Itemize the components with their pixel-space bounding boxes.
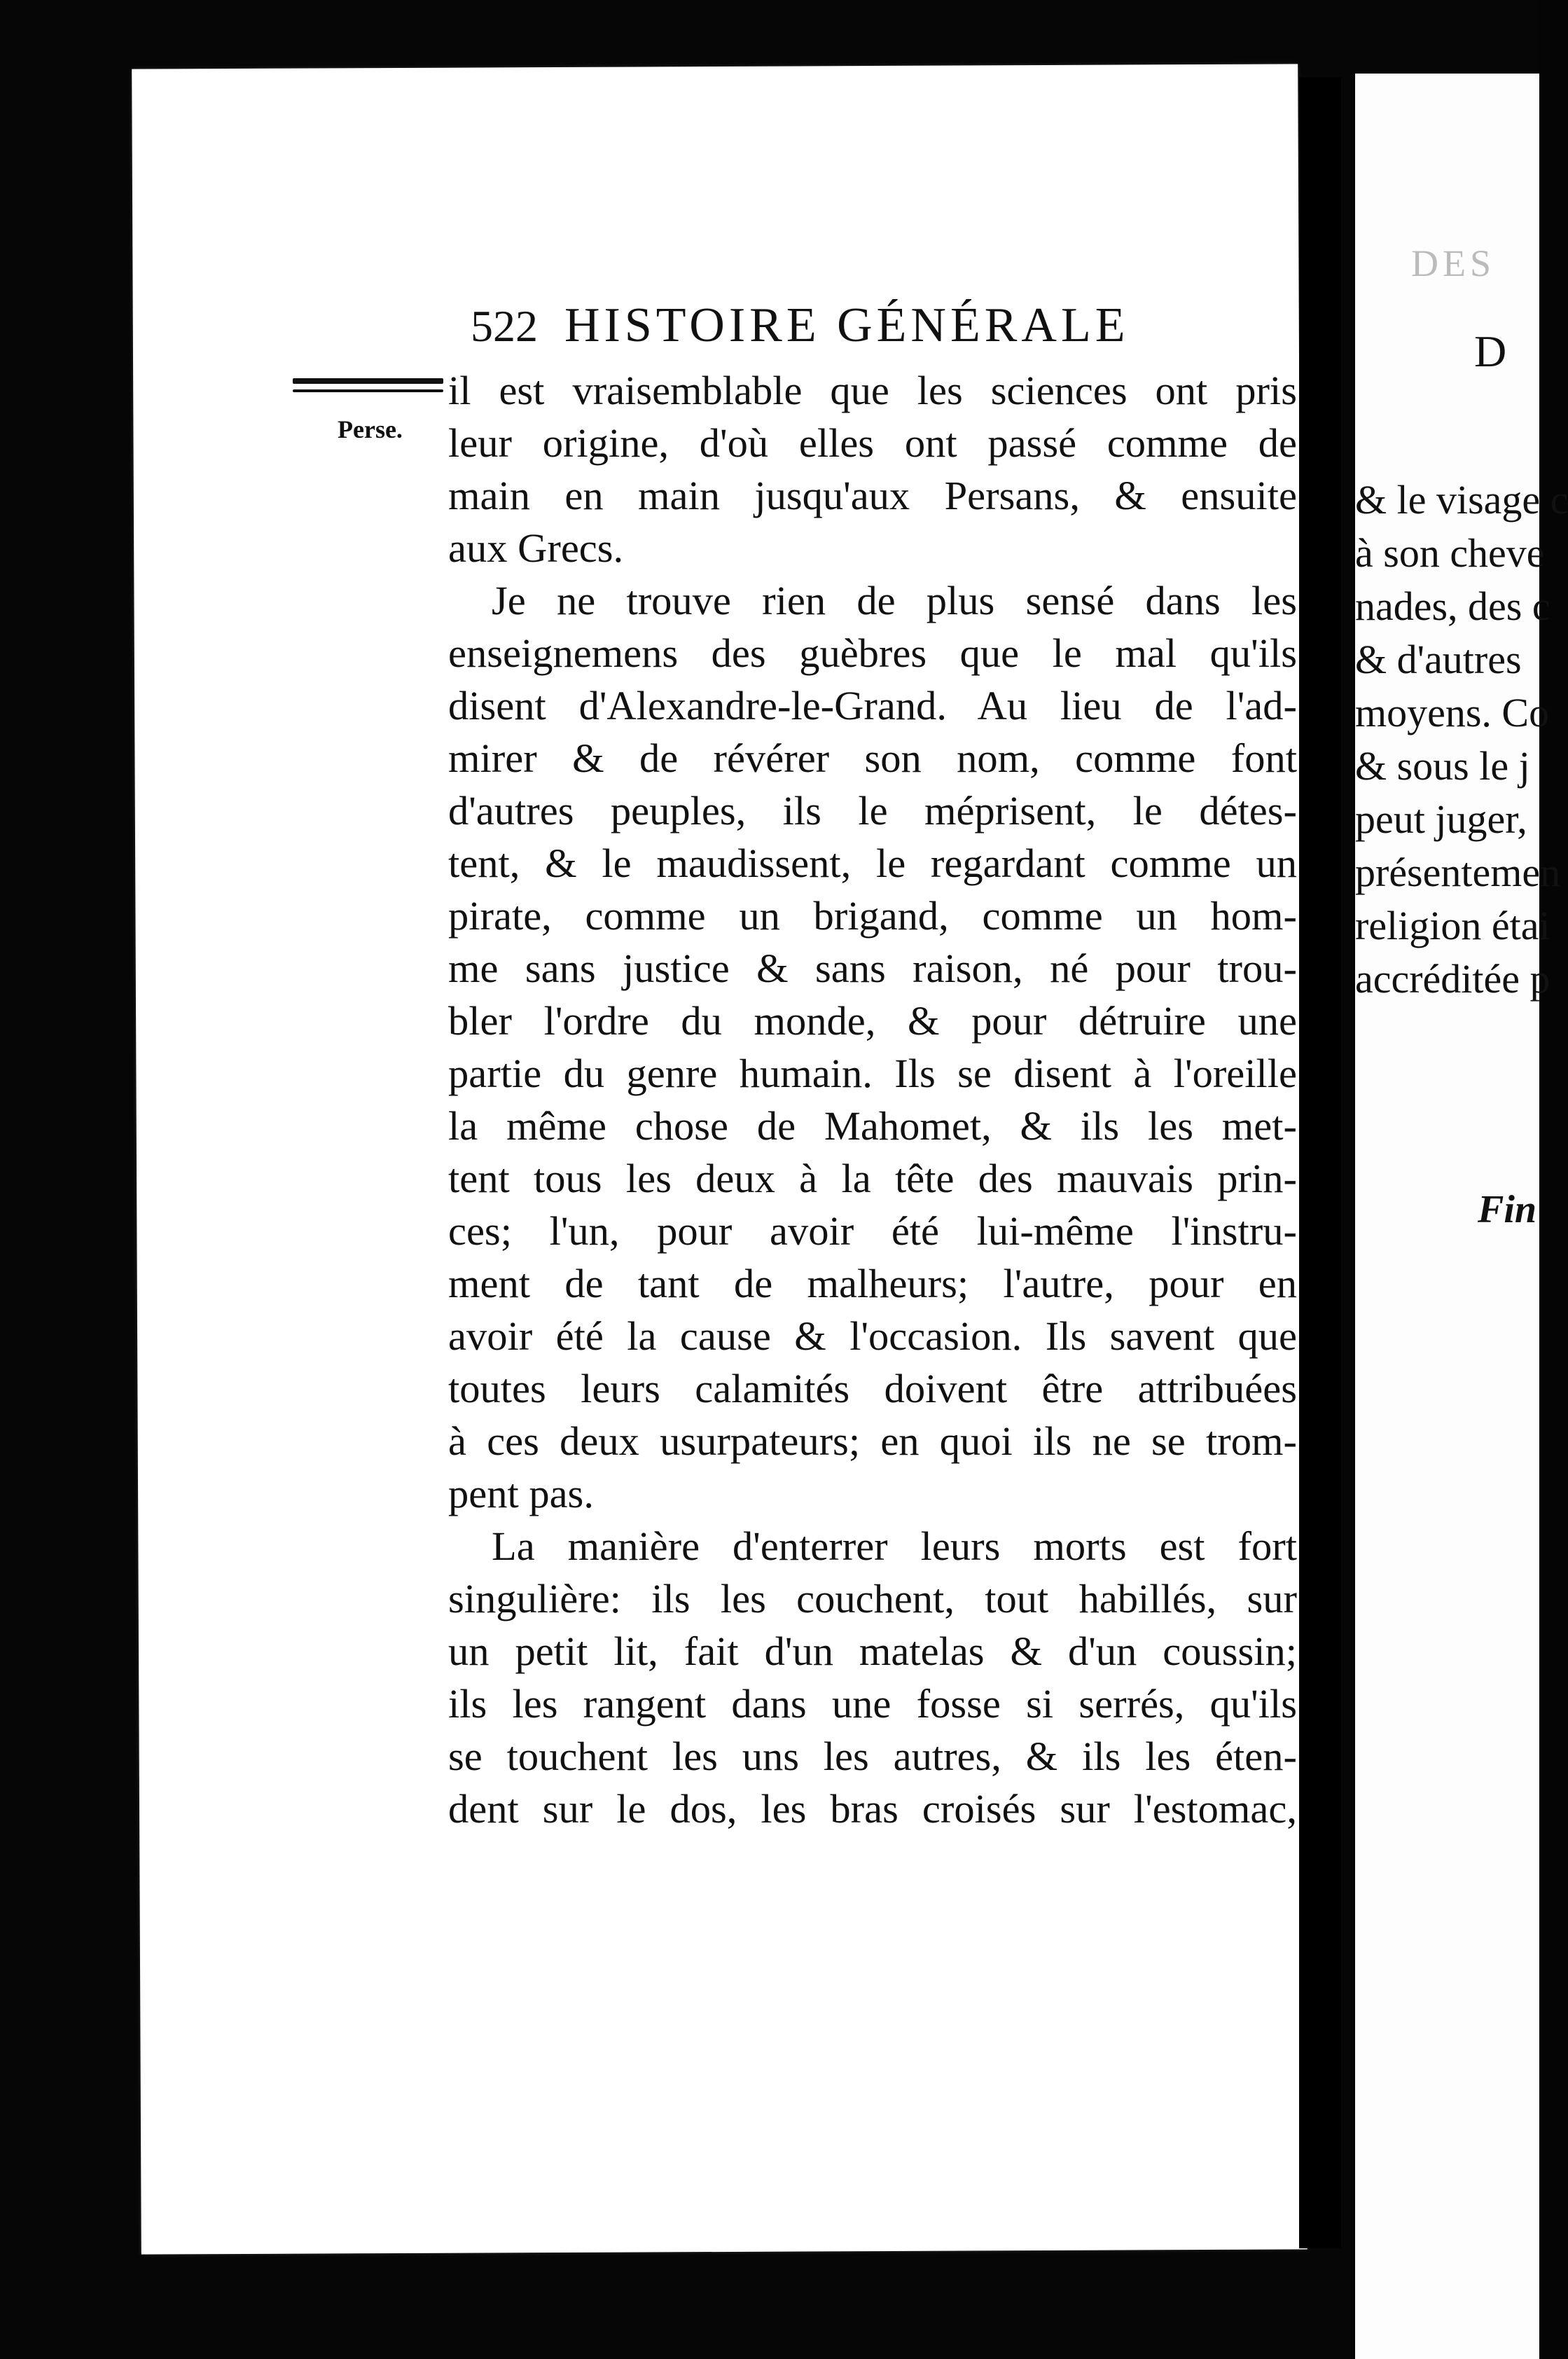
text-line: d'autres peuples, ils le méprisent, le détes- xyxy=(448,788,1297,833)
right-page-line: religion étai xyxy=(1355,903,1550,948)
right-page-line: & d'autres xyxy=(1355,637,1522,682)
text-line: tent tous les deux à la tête des mauvais prin- xyxy=(448,1156,1297,1201)
right-page-line: accréditée p xyxy=(1355,956,1550,1002)
text-line: ces; l'un, pour avoir été lui-même l'instru- xyxy=(448,1208,1297,1254)
text-line: aux Grecs. xyxy=(448,525,624,571)
text-line: pirate, comme un brigand, comme un hom- xyxy=(448,893,1297,939)
right-page-line: & sous le j xyxy=(1355,743,1530,789)
running-head xyxy=(471,298,1129,354)
ornamental-rule-thin xyxy=(293,389,443,392)
right-page-line: à son cheve xyxy=(1355,530,1545,576)
right-page-line: nades, des c xyxy=(1355,583,1550,629)
body-text xyxy=(448,364,1297,1835)
right-page-faint-heading: DES xyxy=(1411,242,1496,284)
text-line: avoir été la cause & l'occasion. Ils savent que xyxy=(448,1313,1297,1359)
text-line: toutes leurs calamités doivent être attribuées xyxy=(448,1366,1297,1411)
text-line: à ces deux usurpateurs; en quoi ils ne se trom- xyxy=(448,1418,1297,1464)
text-line: ment de tant de malheurs; l'autre, pour en xyxy=(448,1261,1297,1306)
text-line: la même chose de Mahomet, & ils les met- xyxy=(448,1103,1297,1149)
text-line: enseignemens des guèbres que le mal qu'ils xyxy=(448,630,1297,676)
ornamental-rule xyxy=(293,378,443,384)
right-page-fin: Fin xyxy=(1478,1188,1537,1231)
text-line: il est vraisemblable que les sciences ont pris xyxy=(448,368,1297,413)
right-page-line: présentemen xyxy=(1355,850,1561,895)
text-line: Je ne trouve rien de plus sensé dans les xyxy=(492,578,1297,623)
text-line: tent, & le maudissent, le regardant comme un xyxy=(448,840,1297,886)
text-line: La manière d'enterrer leurs morts est fort xyxy=(492,1523,1297,1569)
text-line: me sans justice & sans raison, né pour trou- xyxy=(448,946,1297,991)
book-gutter xyxy=(1299,77,1341,2248)
running-title: HISTOIRE GÉNÉRALE xyxy=(564,298,1130,352)
text-line: partie du genre humain. Ils se disent à l'oreille xyxy=(448,1051,1297,1096)
page-number: 522 xyxy=(471,301,538,351)
right-page-line: peut juger, xyxy=(1355,796,1527,842)
text-line: mirer & de révérer son nom, comme font xyxy=(448,735,1297,781)
text-line: main en main jusqu'aux Persans, & ensuite xyxy=(448,473,1297,518)
text-line: dent sur le dos, les bras croisés sur l'estomac, xyxy=(448,1786,1297,1832)
text-line: singulière: ils les couchent, tout habillés, sur xyxy=(448,1576,1297,1621)
right-page-heading: D xyxy=(1474,326,1507,376)
margin-note: Perse. xyxy=(338,415,403,443)
text-line: ils les rangent dans une fosse si serrés, qu'ils xyxy=(448,1681,1297,1727)
right-page-line: moyens. Co xyxy=(1355,690,1550,735)
text-line: bler l'ordre du monde, & pour détruire une xyxy=(448,998,1297,1044)
right-page-line: & le visage c xyxy=(1355,477,1568,523)
text-line: leur origine, d'où elles ont passé comme de xyxy=(448,420,1297,466)
right-page xyxy=(1355,74,1568,2359)
text-line: se touchent les uns les autres, & ils les éten- xyxy=(448,1734,1297,1779)
text-line: pent pas. xyxy=(448,1471,594,1516)
text-line: disent d'Alexandre-le-Grand. Au lieu de l'ad- xyxy=(448,683,1297,728)
text-line: un petit lit, fait d'un matelas & d'un coussin; xyxy=(448,1628,1297,1674)
